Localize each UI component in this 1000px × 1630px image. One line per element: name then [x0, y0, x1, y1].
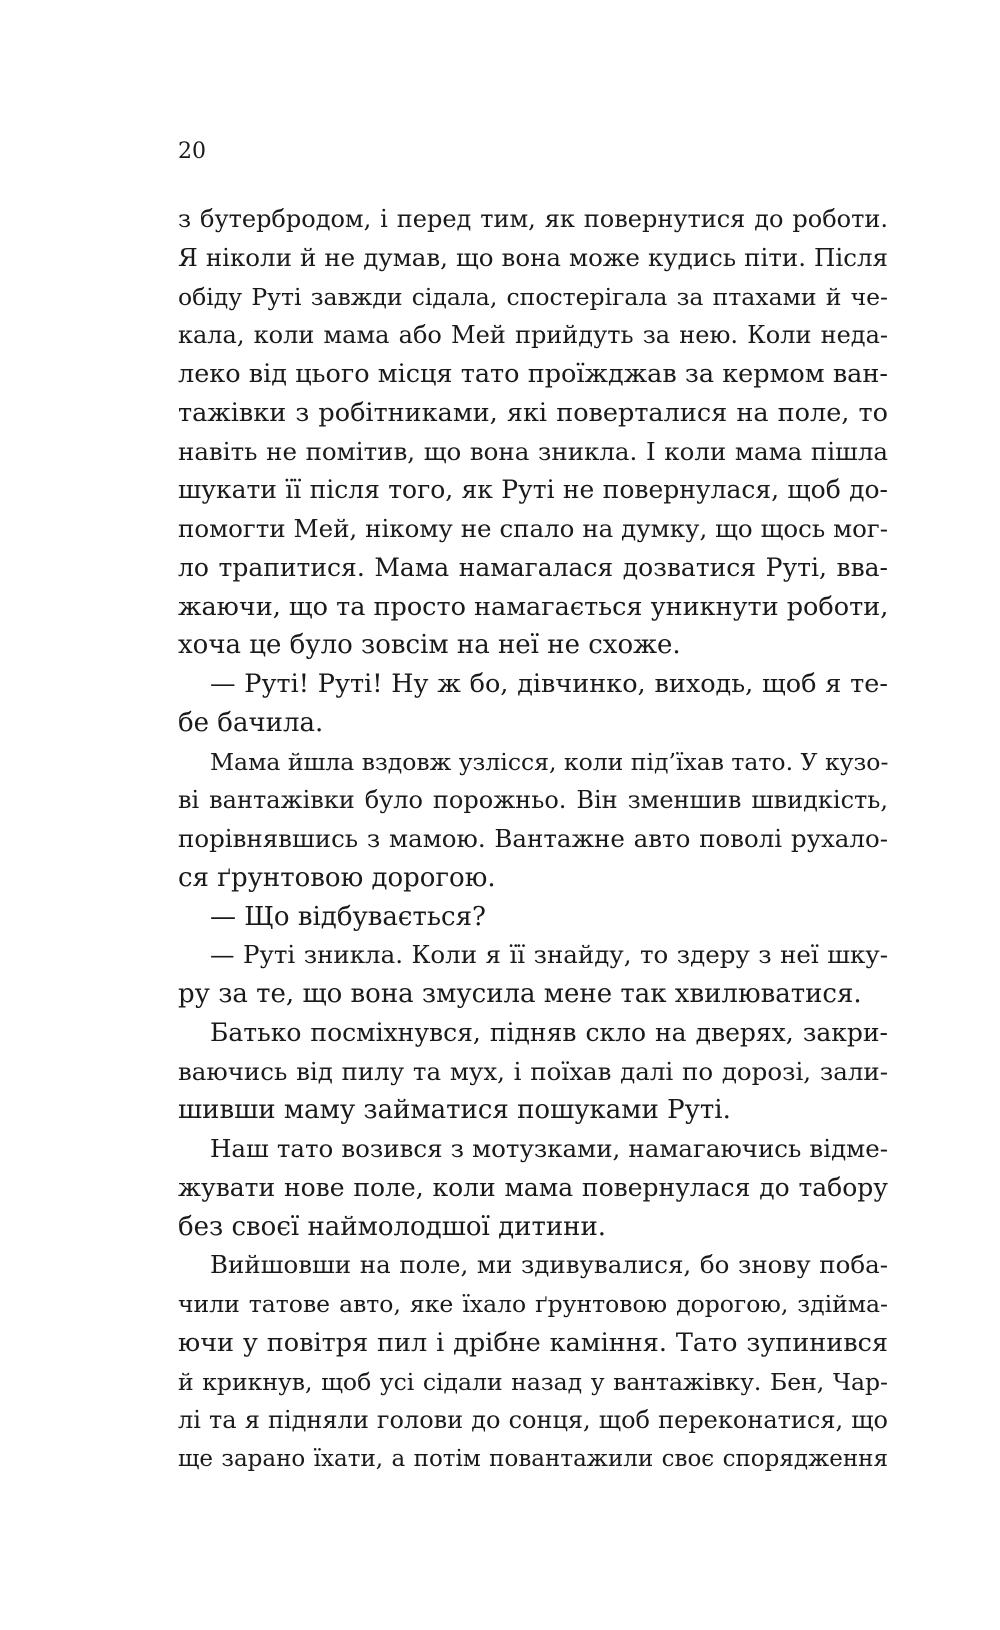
text-line: — Руті! Руті! Ну ж бо, дівчинко, виходь, щоб я те-: [210, 669, 888, 699]
text-line: жаючи, що та просто намагається уникнути роботи,: [178, 591, 888, 622]
text-line: Мама йшла вздовж узлісся, коли під’їхав тато. У кузо-: [210, 747, 888, 776]
page-number: 20: [178, 139, 206, 164]
text-line: кала, коли мама або Мей прийдуть за нею. Коли неда-: [178, 321, 888, 350]
text-line: лі та я підняли голови до сонця, щоб переконатися, що: [178, 1406, 888, 1435]
text-line: хоча це було зовсім на неї не схоже.: [178, 630, 681, 661]
text-line: навіть не помітив, що вона зникла. І коли мама пішла: [178, 436, 888, 466]
text-line: Вийшовши на поле, ми здивувалися, бо знову поба-: [210, 1250, 888, 1280]
text-line: — Руті зникла. Коли я її знайду, то здеру з неї шку-: [210, 940, 888, 970]
text-line: чили татове авто, яке їхало ґрунтовою дорогою, здійма-: [178, 1290, 888, 1318]
text-line: ві вантажівки було порожньо. Він зменшив швидкість,: [178, 786, 888, 815]
text-line: ло трапитися. Мама намагалася дозватися Руті, вва-: [178, 552, 888, 582]
text-line: Я ніколи й не думав, що вона може кудись піти. Після: [178, 242, 888, 272]
text-line: жувати нове поле, коли мама повернулася до табору: [178, 1172, 888, 1202]
text-line: без своєї наймолодшої дитини.: [178, 1211, 607, 1242]
text-line: Наш тато возився з мотузками, намагаючись відме-: [210, 1134, 888, 1163]
text-line: шивши маму займатися пошуками Руті.: [178, 1095, 731, 1126]
text-line: шукати її після того, як Руті не повернулася, щоб до-: [178, 475, 888, 505]
text-line: ще зарано їхати, а потім повантажили своє спорядження: [178, 1446, 888, 1472]
text-line: ючи у повітря пил і дрібне каміння. Тато зупинився: [178, 1327, 888, 1358]
text-line: й крикнув, щоб усі сідали назад у вантажівку. Бен, Чар-: [178, 1367, 888, 1396]
text-line: леко від цього місця тато проїжджав за кермом ван-: [178, 359, 888, 389]
text-line: ся ґрунтовою дорогою.: [178, 862, 496, 893]
text-line: бе бачила.: [178, 707, 324, 738]
text-line: обіду Руті завжди сідала, спостерігала за птахами й че-: [178, 282, 888, 311]
text-line: ваючись від пилу та мух, і поїхав далі по дорозі, зали-: [178, 1056, 888, 1086]
text-line: помогти Мей, нікому не спало на думку, що щось мог-: [178, 514, 888, 543]
text-line: порівнявшись з мамою. Вантажне авто поволі рухало-: [178, 824, 888, 853]
text-line: з бутербродом, і перед тим, як повернутися до роботи.: [178, 205, 888, 233]
text-line: Батько посміхнувся, підняв скло на дверях, закри-: [210, 1017, 888, 1047]
text-line: ру за те, що вона змусила мене так хвилюватися.: [178, 979, 862, 1009]
body-text: [178, 200, 888, 1479]
text-line: — Що відбувається?: [210, 901, 486, 932]
text-line: тажівки з робітниками, які поверталися на поле, то: [178, 397, 888, 428]
